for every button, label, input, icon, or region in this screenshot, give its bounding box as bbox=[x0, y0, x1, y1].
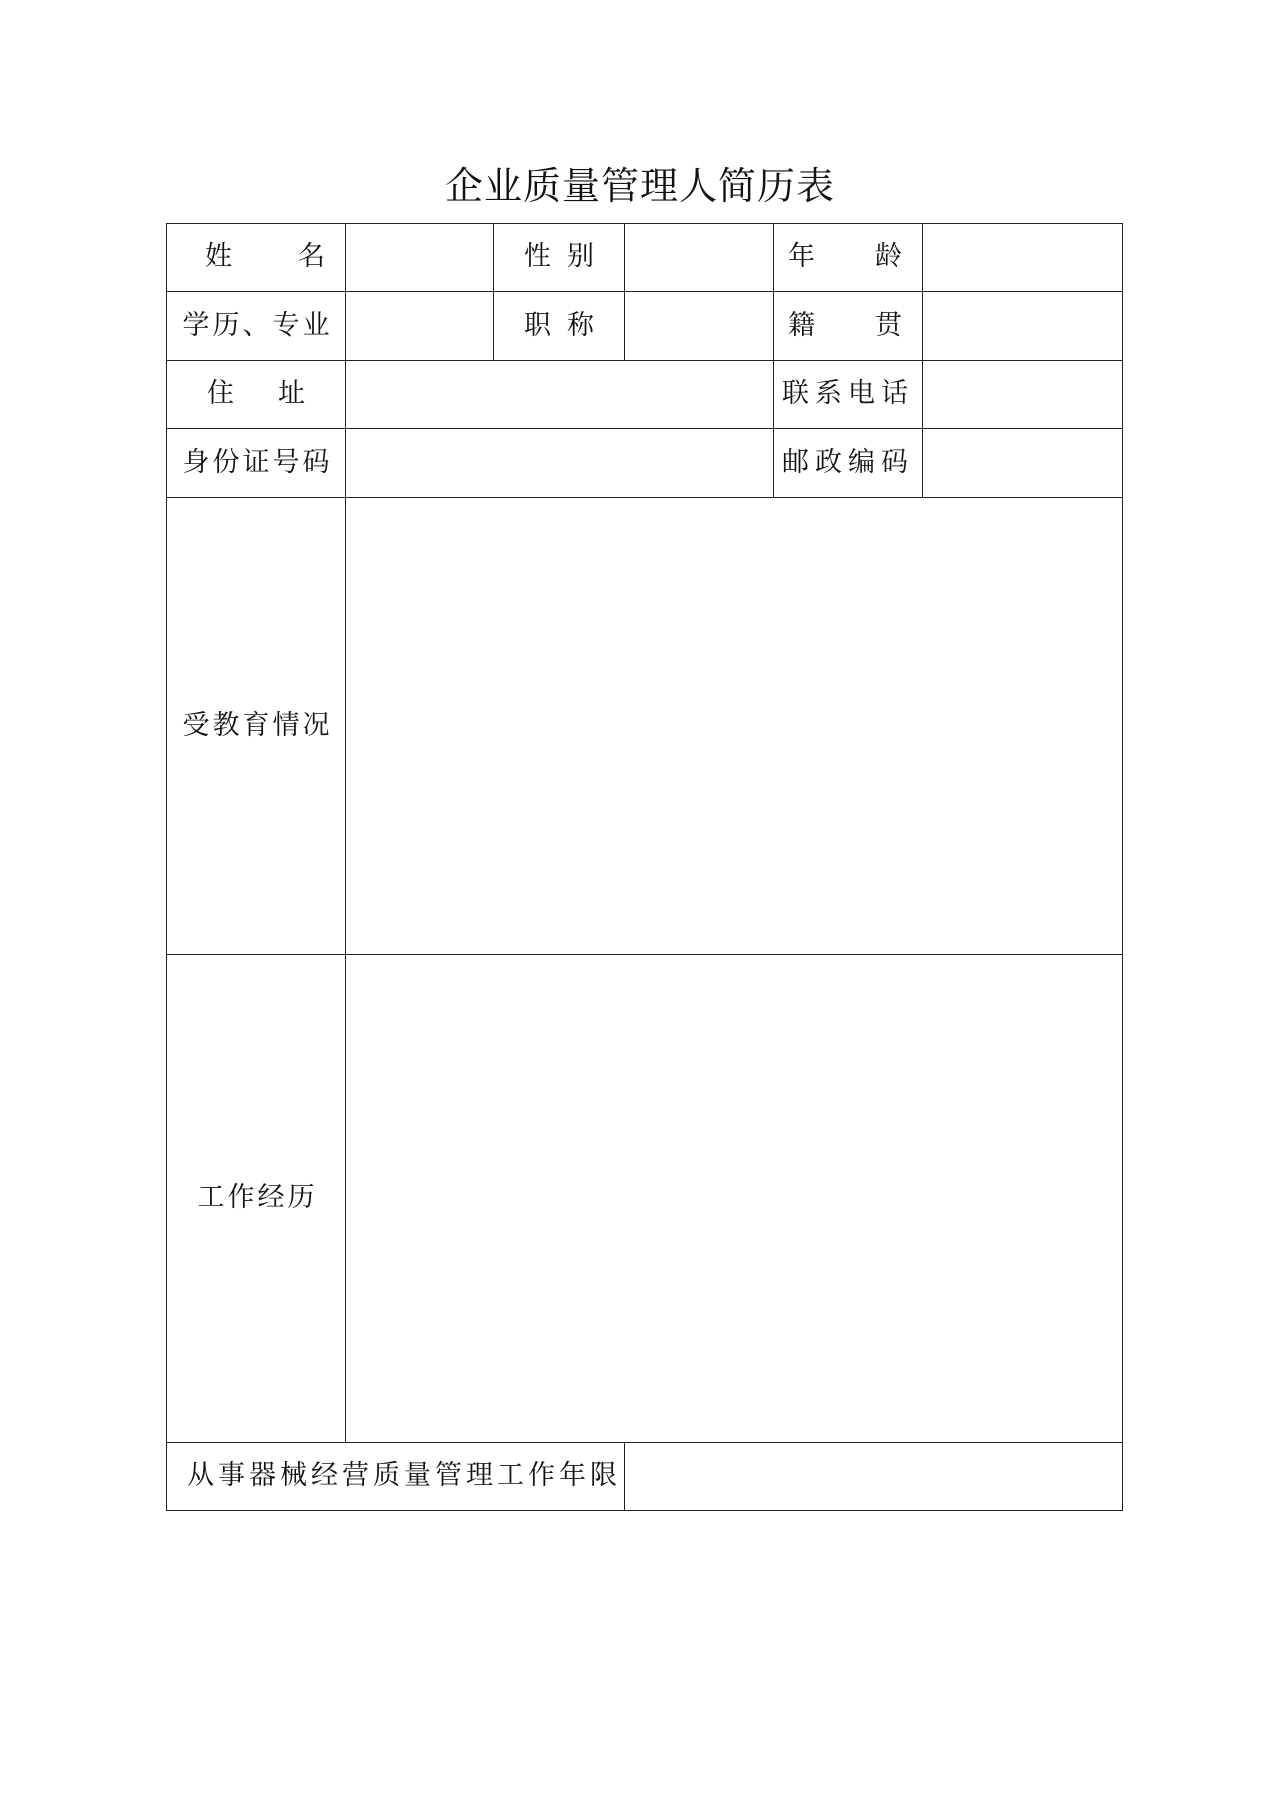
gender-label: 性 别 bbox=[494, 224, 625, 292]
table-row bbox=[167, 361, 1123, 429]
table-row bbox=[167, 224, 1123, 292]
name-label: 姓 名 bbox=[167, 224, 346, 292]
education-history-value-cell[interactable] bbox=[346, 498, 1123, 955]
work-history-value-cell[interactable] bbox=[346, 955, 1123, 1443]
education-major-value-cell[interactable] bbox=[346, 292, 494, 361]
postal-code-label: 邮政编码 bbox=[774, 429, 923, 498]
native-place-label: 籍 贯 bbox=[774, 292, 923, 361]
gender-value-cell[interactable] bbox=[625, 224, 774, 292]
address-label: 住 址 bbox=[167, 361, 346, 429]
table-row bbox=[167, 292, 1123, 361]
age-value-cell[interactable] bbox=[923, 224, 1123, 292]
education-history-label: 受教育情况 bbox=[167, 498, 346, 955]
postal-code-value-cell[interactable] bbox=[923, 429, 1123, 498]
table-row bbox=[167, 498, 1123, 955]
resume-form-table bbox=[166, 223, 1123, 1511]
table-row bbox=[167, 955, 1123, 1443]
professional-title-label: 职 称 bbox=[494, 292, 625, 361]
table-row bbox=[167, 429, 1123, 498]
age-label: 年 龄 bbox=[774, 224, 923, 292]
phone-label: 联系电话 bbox=[774, 361, 923, 429]
name-value-cell[interactable] bbox=[346, 224, 494, 292]
id-number-value-cell[interactable] bbox=[346, 429, 774, 498]
professional-title-value-cell[interactable] bbox=[625, 292, 774, 361]
years-in-quality-mgmt-label: 从事器械经营质量管理工作年限 bbox=[167, 1443, 625, 1511]
native-place-value-cell[interactable] bbox=[923, 292, 1123, 361]
address-value-cell[interactable] bbox=[346, 361, 774, 429]
id-number-label: 身份证号码 bbox=[167, 429, 346, 498]
years-in-quality-mgmt-value-cell[interactable] bbox=[625, 1443, 1123, 1511]
table-row bbox=[167, 1443, 1123, 1511]
work-history-label: 工作经历 bbox=[167, 955, 346, 1443]
page-title: 企业质量管理人简历表 bbox=[444, 164, 835, 208]
education-major-label: 学历、专业 bbox=[167, 292, 346, 361]
phone-value-cell[interactable] bbox=[923, 361, 1123, 429]
